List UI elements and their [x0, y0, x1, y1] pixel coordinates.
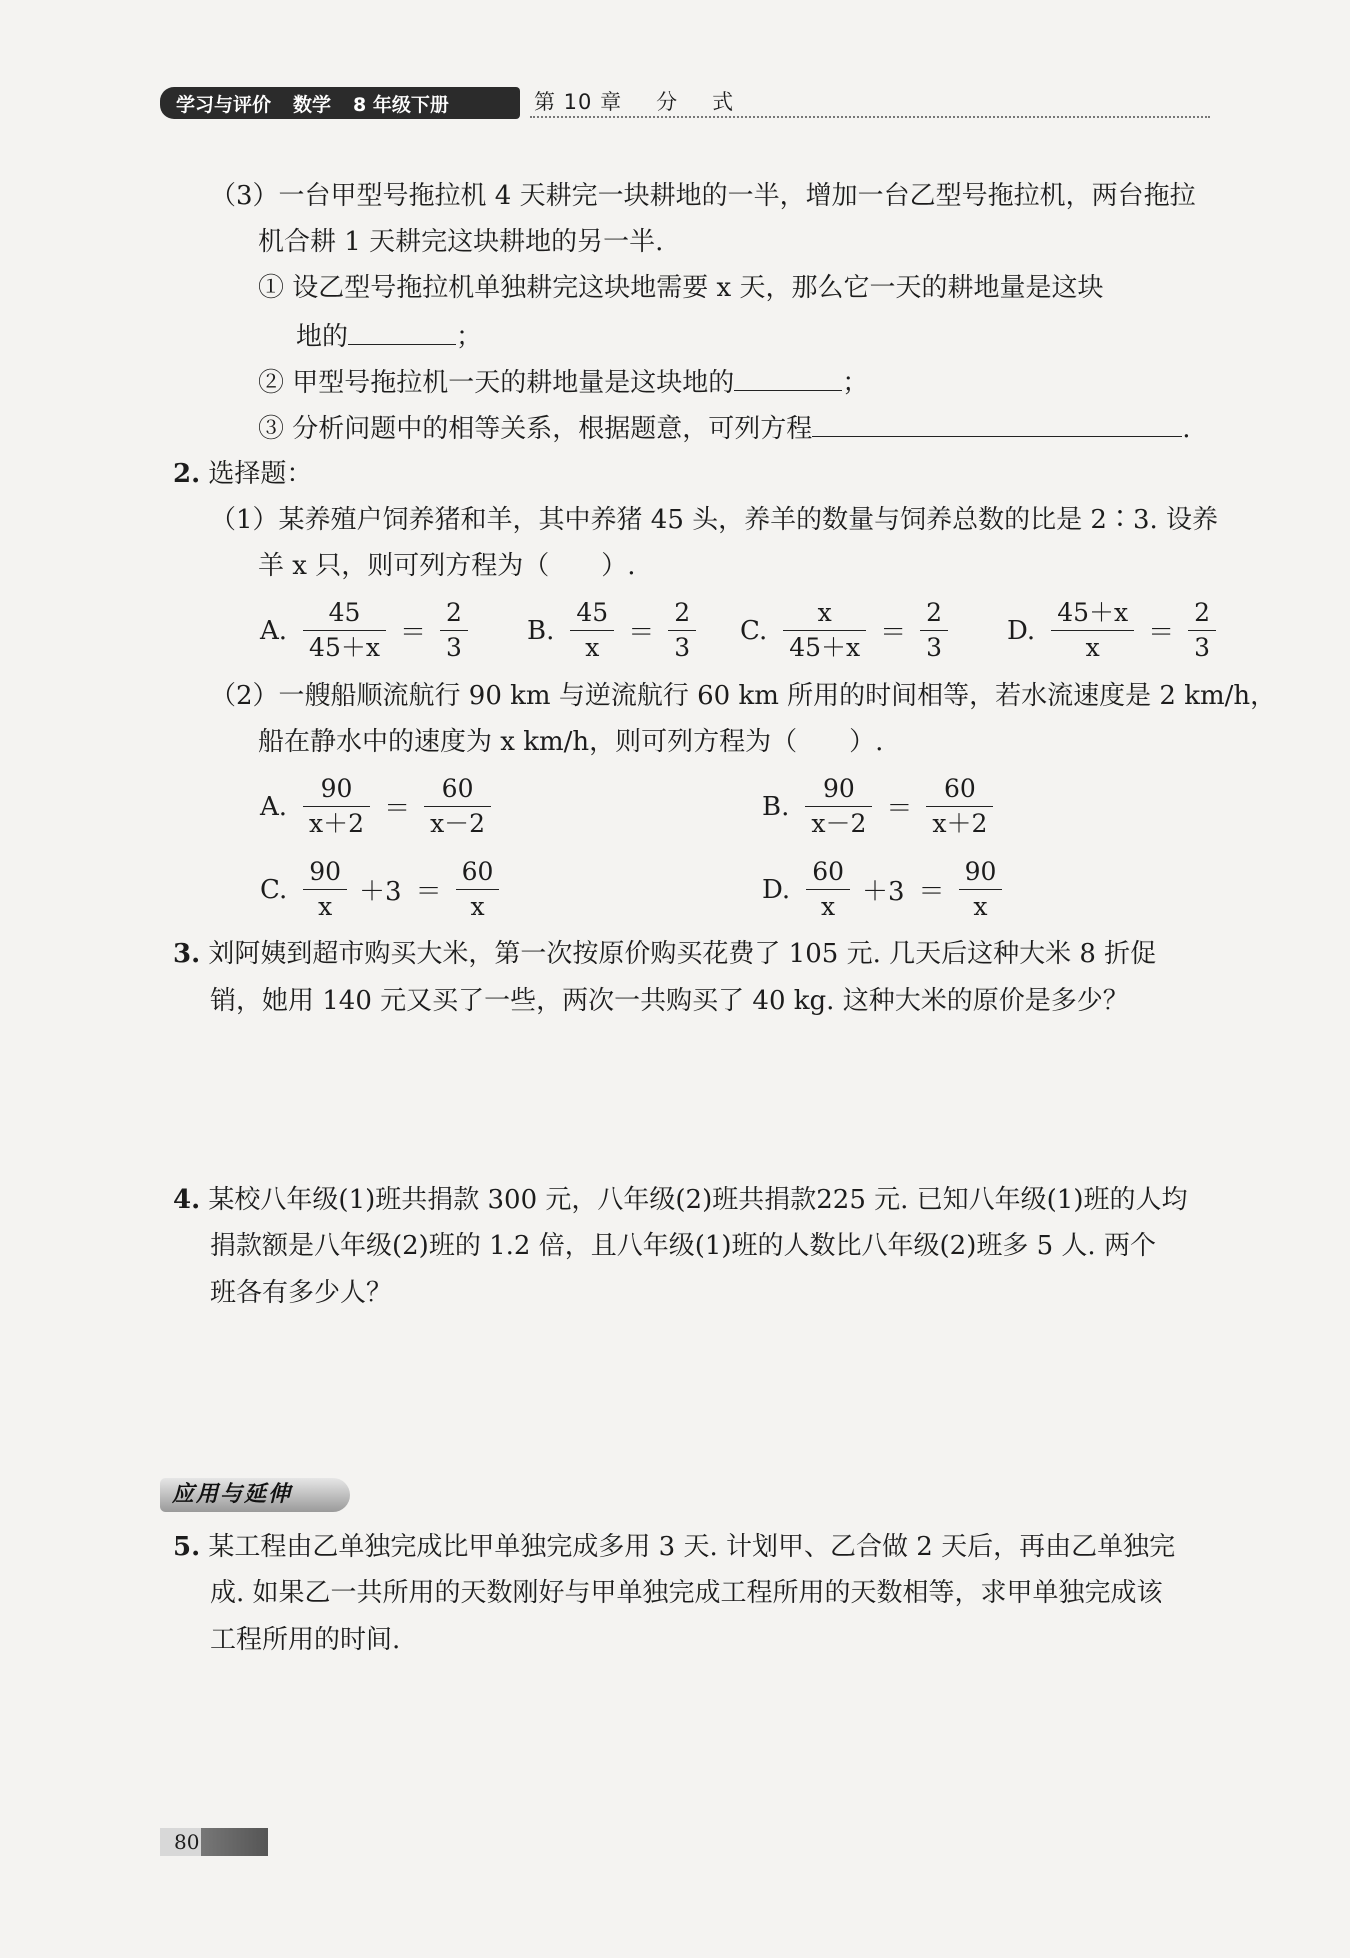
- denominator: x: [973, 892, 988, 921]
- numerator: x: [817, 598, 832, 627]
- q2-1-option-b[interactable]: [527, 596, 702, 665]
- q3-line1: [173, 937, 1156, 971]
- equals-sign: ＝: [886, 794, 913, 824]
- q5-text-1: 某工程由乙单独完成比甲单独完成多用 3 天. 计划甲、乙合做 2 天后，再由乙单独完: [208, 1532, 1176, 1562]
- equals-sign: ＝: [399, 618, 426, 648]
- numerator: 45: [328, 598, 361, 627]
- q5-line3: 工程所用的时间.: [210, 1625, 401, 1655]
- fraction-right: [456, 855, 500, 924]
- equals-sign: ＝: [384, 794, 411, 824]
- denominator: x: [318, 892, 333, 921]
- fraction-left: [303, 772, 370, 841]
- option-label: B.: [527, 615, 555, 646]
- denominator: 3: [674, 633, 691, 662]
- q4-line1: [173, 1183, 1188, 1217]
- q2-heading: [173, 457, 312, 491]
- chapter-number: 第 10 章: [534, 90, 623, 114]
- denominator: 45＋x: [309, 633, 380, 662]
- option-label: D.: [1007, 615, 1036, 646]
- plus-term: ＋3: [359, 877, 402, 907]
- answer-blank-3[interactable]: [812, 410, 1182, 437]
- numerator: 60: [461, 857, 494, 886]
- q1-3-sub1-line1: ① 设乙型号拖拉机单独耕完这块地需要 x 天，那么它一天的耕地量是这块: [258, 273, 1104, 303]
- fraction-left: [570, 596, 614, 665]
- q3-text-1: 刘阿姨到超市购买大米，第一次按原价购买花费了 105 元. 几天后这种大米 8 折促: [208, 939, 1157, 969]
- denominator: x: [1085, 633, 1100, 662]
- q2-1-line1: （1）某养殖户饲养猪和羊，其中养猪 45 头，养羊的数量与饲养总数的比是 2∶3. 设养: [210, 505, 1219, 535]
- q2-2-option-b[interactable]: [762, 772, 999, 841]
- q2-1-option-a[interactable]: [260, 596, 474, 665]
- section-title-application-extension: 应用与延伸: [160, 1478, 350, 1512]
- sub3-text: ③ 分析问题中的相等关系，根据题意，可列方程: [258, 414, 813, 444]
- plus-term: ＋3: [862, 877, 905, 907]
- denominator: 45＋x: [789, 633, 861, 662]
- denominator: x: [470, 892, 485, 921]
- chapter-title-part-2: 式: [712, 90, 735, 114]
- equals-sign: ＝: [918, 877, 945, 907]
- sub3-end: .: [1182, 414, 1191, 444]
- q4-number: 4.: [173, 1185, 201, 1215]
- numerator: 90: [320, 774, 353, 803]
- numerator: 90: [964, 857, 997, 886]
- denominator: x－2: [430, 809, 486, 838]
- denominator: x: [821, 892, 836, 921]
- equals-sign: ＝: [1148, 618, 1175, 648]
- numerator: 60: [441, 774, 474, 803]
- fraction-left: [806, 855, 850, 924]
- q2-number: 2.: [173, 459, 201, 489]
- fraction-right: [668, 596, 696, 665]
- fraction-right: [926, 772, 993, 841]
- numerator: 2: [674, 598, 691, 627]
- numerator: 45＋x: [1057, 598, 1129, 627]
- q2-2-line1: （2）一艘船顺流航行 90 km 与逆流航行 60 km 所用的时间相等，若水流速度是 2 km/h，: [210, 681, 1277, 711]
- option-label: C.: [260, 874, 288, 905]
- q4-text-1: 某校八年级(1)班共捐款 300 元，八年级(2)班共捐款225 元. 已知八年级(1)班的人均: [208, 1185, 1188, 1215]
- header-grade: 8 年级下册: [353, 93, 449, 116]
- numerator: 90: [309, 857, 342, 886]
- q2-2-line2: 船在静水中的速度为 x km/h，则可列方程为（ ）.: [258, 727, 884, 757]
- denominator: x: [585, 633, 600, 662]
- denominator: 3: [926, 633, 943, 662]
- numerator: 60: [944, 774, 976, 803]
- option-label: A.: [260, 791, 288, 822]
- q2-title: 选择题：: [208, 459, 313, 489]
- option-label: A.: [260, 615, 288, 646]
- sub1-text: 地的: [296, 322, 349, 352]
- fraction-right: [959, 855, 1003, 924]
- q2-2-option-d[interactable]: [762, 855, 1008, 924]
- q2-1-option-c[interactable]: [740, 596, 954, 665]
- q2-2-option-a[interactable]: [260, 772, 497, 841]
- denominator: 3: [445, 633, 462, 662]
- fraction-right: [1188, 596, 1216, 665]
- fraction-left: [303, 596, 386, 665]
- header-chapter: [534, 86, 768, 116]
- equals-sign: ＝: [628, 618, 655, 648]
- numerator: 2: [926, 598, 943, 627]
- q1-3-line2: 机合耕 1 天耕完这块耕地的另一半.: [258, 227, 664, 257]
- equals-sign: ＝: [880, 618, 907, 648]
- q1-3-sub3: [258, 410, 1191, 446]
- q1-3-line1: （3）一台甲型号拖拉机 4 天耕完一块耕地的一半，增加一台乙型号拖拉机，两台拖拉: [210, 181, 1196, 211]
- header-tab: [160, 87, 520, 119]
- fraction-right: [424, 772, 491, 841]
- numerator: 45: [576, 598, 609, 627]
- numerator: 60: [812, 857, 844, 886]
- q1-3-sub1-line2: [296, 318, 482, 354]
- option-label: B.: [762, 791, 790, 822]
- q5-number: 5.: [173, 1532, 201, 1562]
- q1-3-sub2: [258, 364, 868, 400]
- q2-2-option-c[interactable]: [260, 855, 505, 924]
- q4-line3: 班各有多少人？: [210, 1278, 393, 1308]
- numerator: 2: [1194, 598, 1211, 627]
- header-book-series: 学习与评价: [176, 93, 272, 116]
- denominator: x＋2: [309, 809, 365, 838]
- denominator: 3: [1194, 633, 1211, 662]
- answer-blank-2[interactable]: [734, 364, 842, 391]
- fraction-left: [303, 855, 347, 924]
- fraction-left: [1051, 596, 1134, 665]
- chapter-title-part-1: 分: [656, 90, 679, 114]
- page-number: 80: [160, 1828, 268, 1856]
- header-dotted-rule: [530, 116, 1210, 118]
- q2-1-option-d[interactable]: [1007, 596, 1222, 665]
- sub1-end: ；: [456, 322, 483, 352]
- fraction-right: [440, 596, 468, 665]
- denominator: x－2: [811, 809, 867, 838]
- fraction-right: [920, 596, 948, 665]
- header-subject: 数学: [293, 93, 332, 116]
- denominator: x＋2: [932, 809, 988, 838]
- option-label: D.: [762, 874, 791, 905]
- equals-sign: ＝: [415, 877, 442, 907]
- q5-line2: 成. 如果乙一共所用的天数刚好与甲单独完成工程所用的天数相等，求甲单独完成该: [210, 1578, 1163, 1608]
- numerator: 90: [822, 774, 855, 803]
- q3-number: 3.: [173, 939, 201, 969]
- q2-1-line2: 羊 x 只，则可列方程为（ ）.: [258, 551, 636, 581]
- answer-blank-1[interactable]: [348, 318, 456, 345]
- q5-line1: [173, 1530, 1175, 1564]
- fraction-left: [783, 596, 866, 665]
- option-label: C.: [740, 615, 768, 646]
- q4-line2: 捐款额是八年级(2)班的 1.2 倍，且八年级(1)班的人数比八年级(2)班多 5 人. 两个: [210, 1231, 1156, 1261]
- sub2-end: ；: [842, 368, 869, 398]
- fraction-left: [805, 772, 872, 841]
- sub2-text: ② 甲型号拖拉机一天的耕地量是这块地的: [258, 368, 735, 398]
- q3-line2: 销，她用 140 元又买了一些，两次一共购买了 40 kg. 这种大米的原价是多少？: [210, 986, 1129, 1016]
- numerator: 2: [445, 598, 462, 627]
